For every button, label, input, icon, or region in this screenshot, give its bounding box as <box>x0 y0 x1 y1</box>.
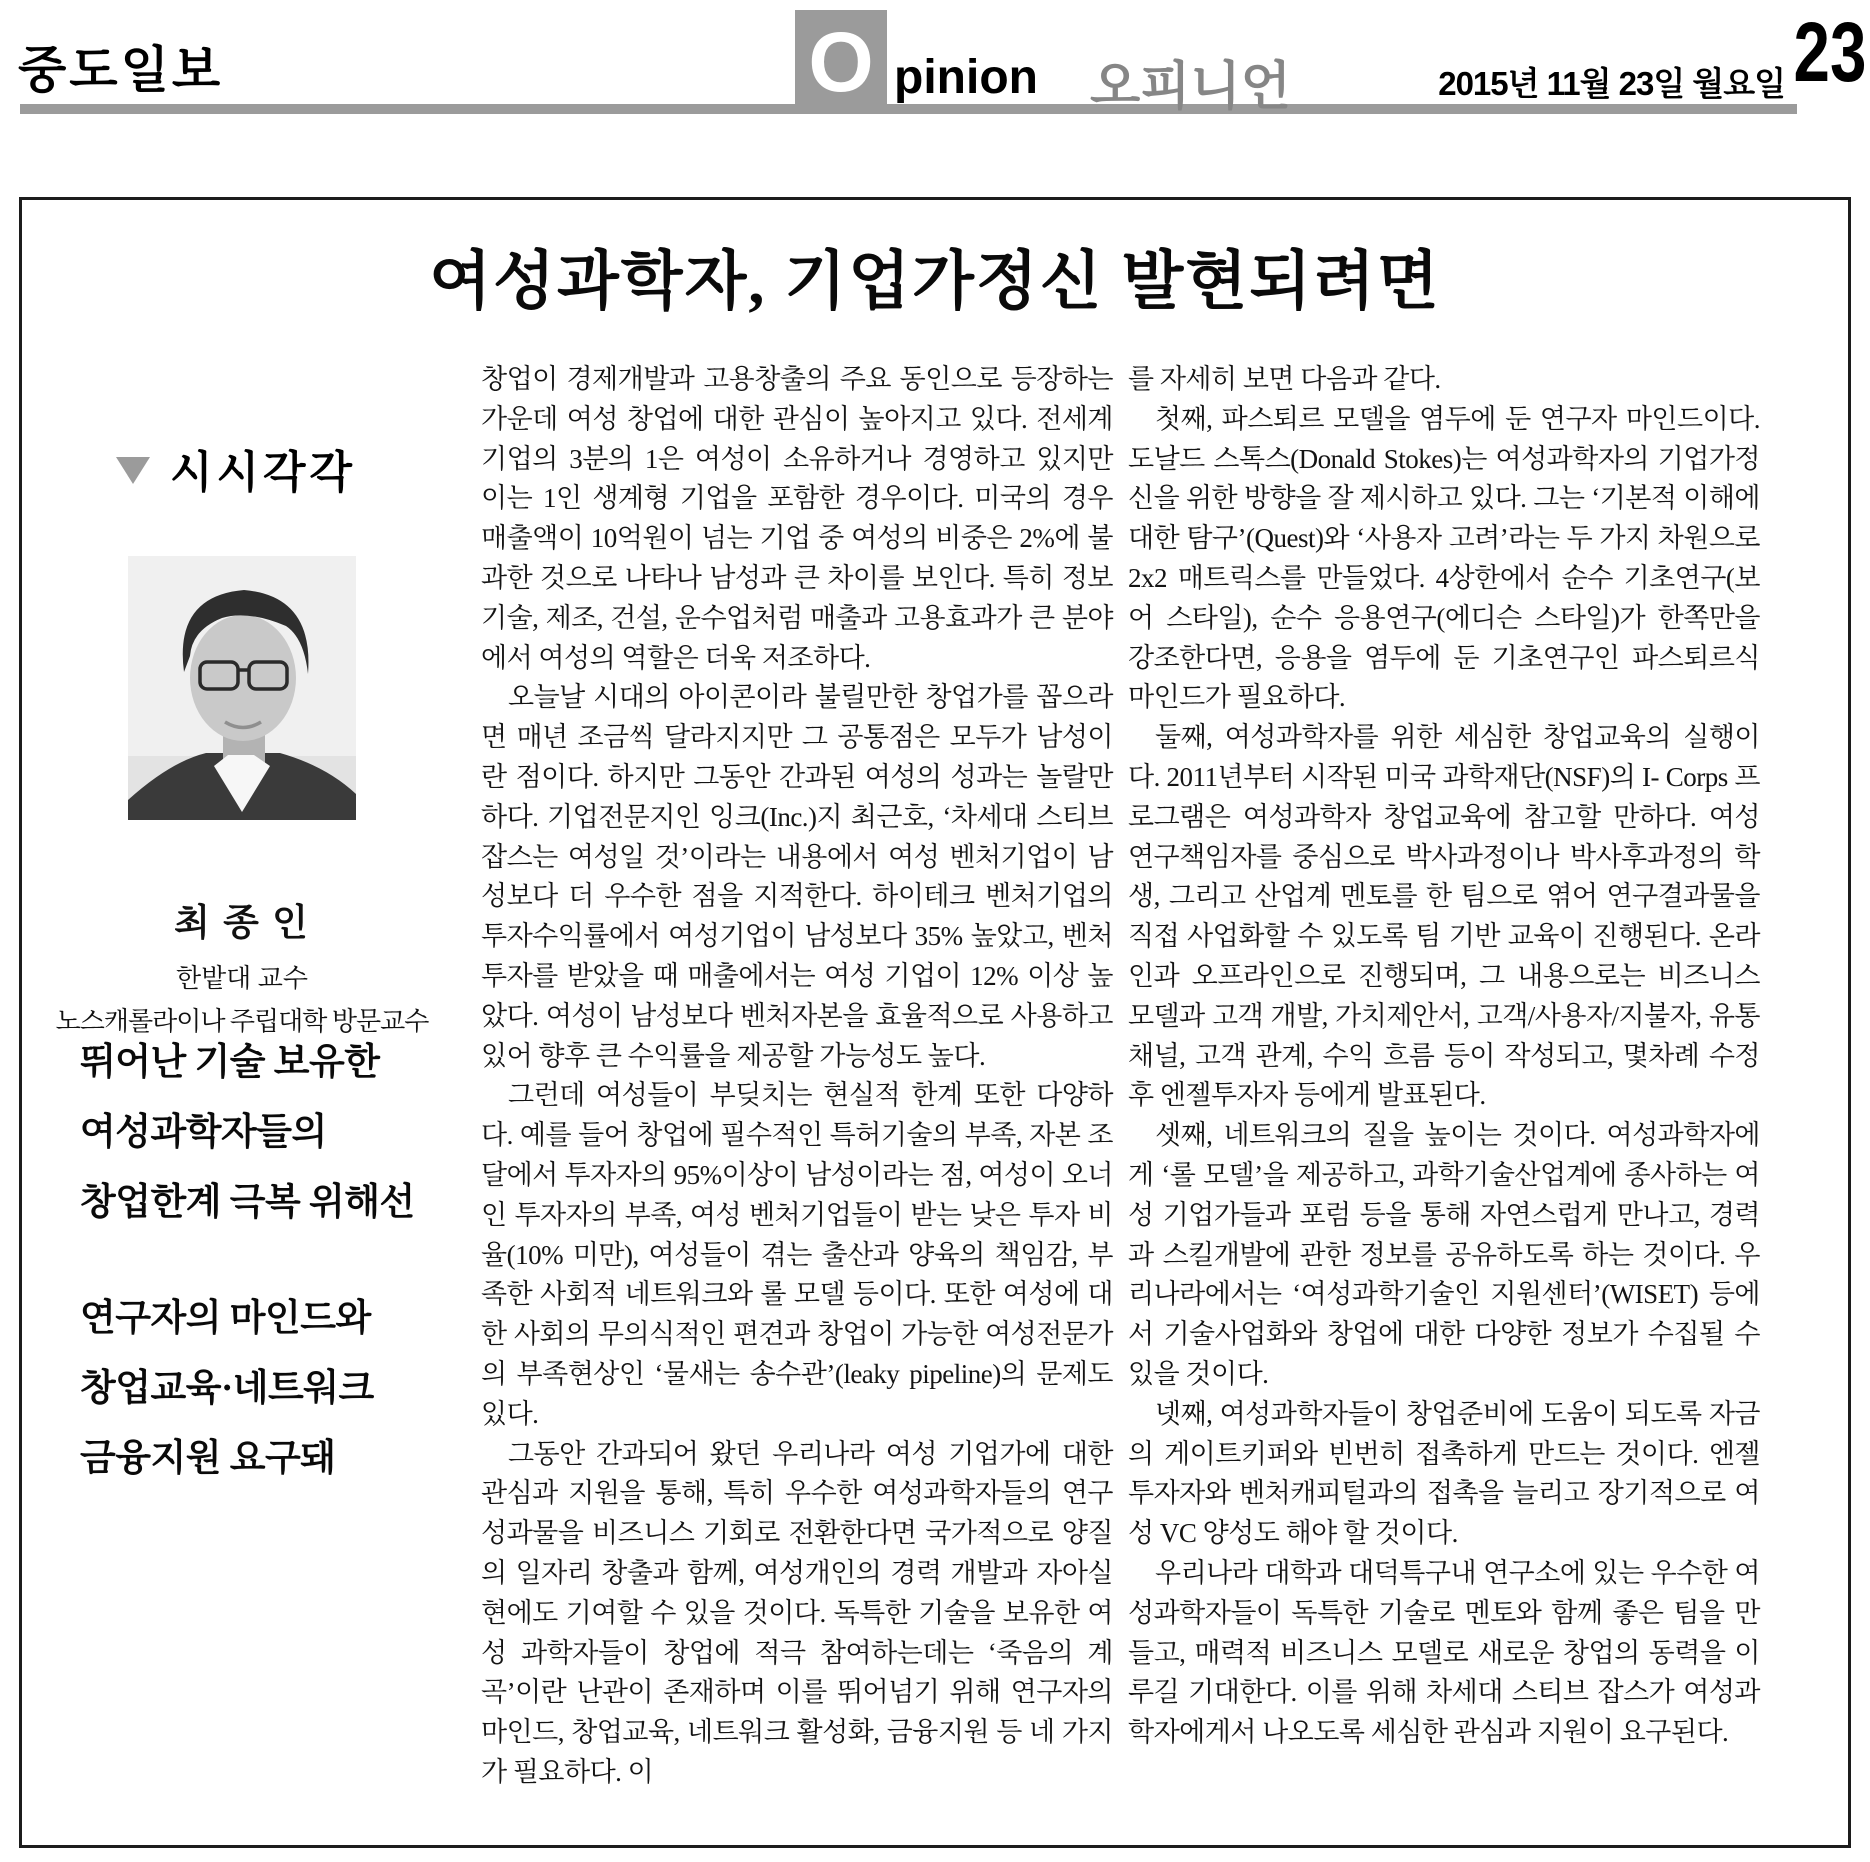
author-title-1: 한밭대 교수 <box>175 964 309 993</box>
pull-quote-line: 여성과학자들의 <box>80 1112 327 1153</box>
paragraph: 우리나라 대학과 대덕특구내 연구소에 있는 우수한 여성과학자들이 독특한 기술로 멘토와 함께 좋은 팀을 만들고, 매력적 비즈니스 모델로 새로운 창업의 동력을 이루길 기대한다. 이를 위해 차세대 스티브 잡스가 여성과학자에게서 나오도록 세심한 관심과 지원이 요구된다. <box>1128 1557 1760 1748</box>
triangle-down-icon <box>116 457 150 484</box>
author-block <box>52 892 432 1038</box>
column-header <box>116 436 356 500</box>
paragraph: 창업이 경제개발과 고용창출의 주요 동인으로 등장하는 가운데 여성 창업에 대한 관심이 높아지고 있다. 전세계 기업의 3분의 1은 여성이 소유하거나 경영하고 있지만 이는 1인 생계형 기업을 포함한 경우이다. 미국의 경우 매출액이 10억원이 넘는 기업 중 여성의 비중은 2%에 불과한 것으로 나타나 남성과 큰 차이를 보인다. 특히 정보기술, 제조, 건설, 운수업처럼 매출과 고용효과가 큰 분야에서 여성의 역할은 더욱 저조하다. <box>481 364 1113 673</box>
section-letter-box <box>795 10 887 114</box>
body-column-right <box>1128 360 1760 1753</box>
body-column-middle <box>481 360 1113 1793</box>
paragraph: 그동안 간과되어 왔던 우리나라 여성 기업가에 대한 관심과 지원을 통해, 특히 우수한 여성과학자들의 연구 성과물을 비즈니스 기회로 전환한다면 국가적으로 양질의 일자리 창출과 함께, 여성개인의 경력 개발과 자아실현에도 기여할 수 있을 것이다. 독특한 기술을 보유한 여성 과학자들이 창업에 적극 참여하는데는 ‘죽음의 계곡’이란 난관이 존재하며 이를 뛰어넘기 위해 연구자의 마인드, 창업교육, 네트워크 활성화, 금융지원 등 네 가지가 필요하다. 이 <box>481 1438 1113 1787</box>
paragraph: 셋째, 네트워크의 질을 높이는 것이다. 여성과학자에게 ‘롤 모델’을 제공하고, 과학기술산업계에 종사하는 여성 기업가들과 포럼 등을 통해 자연스럽게 만나고, 경력과 스킬개발에 관한 정보를 공유하도록 하는 것이다. 우리나라에서는 ‘여성과학기술인 지원센터’(WISET) 등에서 기술사업화와 창업에 대한 다양한 정보가 수집될 수 있을 것이다. <box>1128 1120 1760 1389</box>
pull-quote-line: 금융지원 요구돼 <box>80 1438 336 1479</box>
paragraph: 둘째, 여성과학자를 위한 세심한 창업교육의 실행이다. 2011년부터 시작된 미국 과학재단(NSF)의 I- Corps 프로그램은 여성과학자 창업교육에 참고할 만하다. 여성 연구책임자를 중심으로 박사과정이나 박사후과정의 학생, 그리고 산업계 멘토를 한 팀으로 엮어 연구결과물을 직접 사업화할 수 있도록 팀 기반 교육이 진행된다. 온라인과 오프라인으로 진행되며, 그 내용으로는 비즈니스 모델과 고객 개발, 가치제안서, 고객/사용자/지불자, 유통 채널, 고객 관계, 수익 흐름 등이 작성되고, 몇차례 수정 후 엔젤투자자 등에게 발표된다. <box>1128 722 1760 1111</box>
paragraph: 첫째, 파스퇴르 모델을 염두에 둔 연구자 마인드이다. 도날드 스톡스(Donald Stokes)는 여성과학자의 기업가정신을 위한 방향을 잘 제시하고 있다. 그는 ‘기본적 이해에 대한 탐구’(Quest)와 ‘사용자 고려’라는 두 가지 차원으로 2x2 매트릭스를 만들었다. 4상한에서 순수 기초연구(보어 스타일), 순수 응용연구(에디슨 스타일)가 한쪽만을 강조한다면, 응용을 염두에 둔 기초연구인 파스퇴르식 마인드가 필요하다. <box>1128 403 1760 713</box>
column-label: 시시각각 <box>170 448 357 497</box>
pull-quote-line: 창업한계 극복 위해선 <box>80 1182 415 1223</box>
paragraph: 그런데 여성들이 부딪치는 현실적 한계 또한 다양하다. 예를 들어 창업에 필수적인 특허기술의 부족, 자본 조달에서 투자자의 95%이상이 남성이라는 점, 여성이 오너인 투자자의 부족, 여성 벤처기업들이 받는 낮은 투자 비율(10% 미만), 여성들이 겪는 출산과 양육의 책임감, 부족한 사회적 네트워크와 롤 모델 등이다. 또한 여성에 대한 사회의 무의식적인 편견과 창업이 가능한 여성전문가의 부족현상인 ‘물새는 송수관’(leaky pipeline)의 문제도 있다. <box>481 1080 1113 1429</box>
pull-quote-line: 뛰어난 기술 보유한 <box>80 1042 380 1083</box>
article-title: 여성과학자, 기업가정신 발현되려면 <box>429 246 1441 317</box>
section-name-kr: 오피니언 <box>1090 58 1291 116</box>
date-line: 2015년 11월 23일 월요일 <box>1438 65 1785 102</box>
pull-quote-line: 연구자의 마인드와 <box>80 1298 371 1339</box>
pull-quote-block-1 <box>80 1028 472 1238</box>
paragraph: 오늘날 시대의 아이콘이라 불릴만한 창업가를 꼽으라면 매년 조금씩 달라지지만 그 공통점은 모두가 남성이란 점이다. 하지만 그동안 간과된 여성의 성과는 놀랄만하다. 기업전문지인 잉크(Inc.)지 최근호, ‘차세대 스티브 잡스는 여성일 것’이라는 내용에서 여성 벤처기업이 남성보다 더 우수한 점을 지적한다. 하이테크 벤처기업의 투자수익률에서 여성기업이 남성보다 35% 높았고, 벤처투자를 받았을 때 매출에서는 여성 기업이 12% 이상 높았다. 여성이 남성보다 벤처자본을 효율적으로 사용하고 있어 향후 큰 수익률을 제공할 가능성도 높다. <box>481 682 1113 1071</box>
pull-quote-line: 창업교육·네트워크 <box>80 1368 374 1409</box>
author-photo <box>128 556 356 820</box>
header-rule <box>20 104 1797 114</box>
author-name: 최 종 인 <box>174 903 310 944</box>
page-number: 23 <box>1793 5 1866 99</box>
section-name-en: pinion <box>894 51 1038 104</box>
masthead-logo: 중도일보 <box>18 42 224 98</box>
author-title-2: 노스캐롤라이나 주립대학 방문교수 <box>55 1007 429 1036</box>
pull-quote <box>80 1028 472 1494</box>
article-box <box>19 197 1851 1848</box>
paragraph: 넷째, 여성과학자들이 창업준비에 도움이 되도록 자금의 게이트키퍼와 빈번히 접촉하게 만드는 것이다. 엔젤투자자와 벤처캐피털과의 접촉을 늘리고 장기적으로 여성 VC 양성도 해야 할 것이다. <box>1128 1398 1760 1549</box>
paragraph: 를 자세히 보면 다음과 같다. <box>1128 364 1441 394</box>
section-letter-o: O <box>808 15 874 109</box>
pull-quote-block-2 <box>80 1284 472 1494</box>
